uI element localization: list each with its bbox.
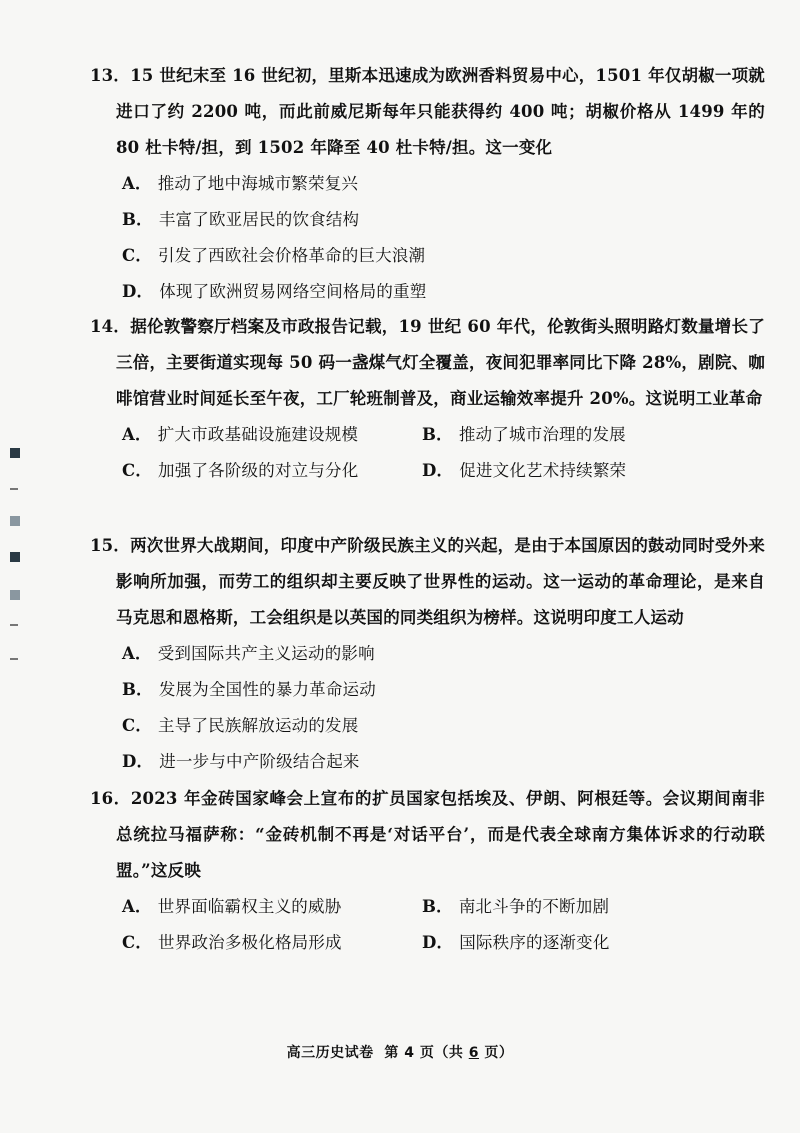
binding-square-mark: [10, 590, 20, 600]
option-text: 主导了民族解放运动的发展: [158, 716, 359, 735]
option-a[interactable]: [122, 417, 422, 453]
option-text: 扩大市政基础设施建设规模: [157, 425, 359, 444]
option-list: [90, 166, 765, 310]
option-letter: D．: [122, 752, 154, 771]
option-c[interactable]: [122, 708, 765, 744]
question-number: 15．: [90, 536, 131, 555]
question-text: 据伦敦警察厅档案及市政报告记载，19 世纪 60 年代，伦敦街头照明路灯数量增长了三倍，主要街道实现每 50 码一盏煤气灯全覆盖，夜间犯罪率同比下降 28%，剧院、咖啡馆营业时间延长至午夜，工厂轮班制普及，商业运输效率提升 20%。这说明工业革命: [116, 317, 766, 408]
binding-dash-mark: [10, 488, 18, 490]
option-text: 南北斗争的不断加剧: [458, 897, 610, 916]
question-stem: [90, 58, 765, 166]
binding-dash-mark: [10, 658, 18, 660]
option-list: [90, 636, 765, 780]
option-a[interactable]: [122, 889, 422, 925]
question-13: [90, 58, 765, 310]
binding-dash-mark: [10, 624, 18, 626]
option-c[interactable]: [122, 453, 422, 489]
option-text: 发展为全国性的暴力革命运动: [158, 680, 376, 699]
footer-page-number: 4: [404, 1045, 415, 1061]
option-d[interactable]: [422, 925, 722, 961]
option-list: [90, 889, 765, 961]
option-letter: B．: [422, 897, 453, 916]
question-number: 14．: [90, 317, 131, 336]
binding-square-mark: [10, 552, 20, 562]
option-letter: A．: [122, 425, 152, 444]
option-text: 加强了各阶级的对立与分化: [158, 461, 359, 480]
option-letter: D．: [122, 282, 154, 301]
option-text: 进一步与中产阶级结合起来: [159, 752, 360, 771]
question-14: [90, 309, 765, 489]
option-text: 受到国际共产主义运动的影响: [157, 644, 375, 663]
binding-margin-marks: [6, 440, 26, 680]
option-letter: A．: [122, 174, 152, 193]
question-text: 2023 年金砖国家峰会上宣布的扩员国家包括埃及、伊朗、阿根廷等。会议期间南非总统拉马福萨称：“金砖机制不再是‘对话平台’，而是代表全球南方集体诉求的行动联盟。”这反映: [116, 789, 766, 880]
page-footer: [0, 1042, 800, 1062]
option-letter: B．: [122, 680, 153, 699]
option-text: 推动了城市治理的发展: [458, 425, 626, 444]
question-number: 13．: [90, 66, 131, 85]
option-list: [90, 417, 765, 489]
option-b[interactable]: [422, 889, 722, 925]
question-stem: [90, 309, 765, 417]
option-letter: C．: [122, 716, 153, 735]
option-letter: B．: [122, 210, 153, 229]
option-letter: C．: [122, 933, 153, 952]
option-letter: C．: [122, 461, 153, 480]
option-c[interactable]: [122, 238, 765, 274]
question-stem: [90, 528, 765, 636]
option-letter: B．: [422, 425, 453, 444]
option-text: 促进文化艺术持续繁荣: [459, 461, 627, 480]
option-letter: D．: [422, 461, 454, 480]
binding-square-mark: [10, 448, 20, 458]
option-text: 推动了地中海城市繁荣复兴: [157, 174, 359, 193]
footer-total-pages: 6: [468, 1045, 479, 1061]
option-text: 丰富了欧亚居民的饮食结构: [158, 210, 360, 229]
option-text: 引发了西欧社会价格革命的巨大浪潮: [158, 246, 426, 265]
option-d[interactable]: [422, 453, 722, 489]
option-a[interactable]: [122, 166, 765, 202]
binding-square-mark: [10, 516, 20, 526]
option-text: 世界面临霸权主义的威胁: [157, 897, 342, 916]
question-number: 16．: [90, 789, 131, 808]
option-b[interactable]: [422, 417, 722, 453]
option-b[interactable]: [122, 672, 765, 708]
option-a[interactable]: [122, 636, 765, 672]
option-letter: D．: [422, 933, 454, 952]
footer-total-suffix: 页）: [484, 1045, 514, 1061]
question-16: [90, 781, 765, 961]
option-text: 世界政治多极化格局形成: [158, 933, 342, 952]
option-c[interactable]: [122, 925, 422, 961]
question-text: 两次世界大战期间，印度中产阶级民族主义的兴起，是由于本国原因的鼓动同时受外来影响所加强，而劳工的组织却主要反映了世界性的运动。这一运动的革命理论，是来自马克思和恩格斯，工会组织是以英国的同类组织为榜样。这说明印度工人运动: [116, 536, 766, 627]
question-stem: [90, 781, 765, 889]
option-text: 国际秩序的逐渐变化: [459, 933, 610, 952]
question-text: 15 世纪末至 16 世纪初，里斯本迅速成为欧洲香料贸易中心，1501 年仅胡椒一项就进口了约 2200 吨，而此前威尼斯每年只能获得约 400 吨；胡椒价格从 1499 年的 80 杜卡特/担，到 1502 年降至 40 杜卡特/担。这一变化: [116, 66, 765, 157]
footer-subject: 高三历史试卷: [286, 1045, 374, 1061]
question-15: [90, 528, 765, 780]
option-text: 体现了欧洲贸易网络空间格局的重塑: [159, 282, 427, 301]
option-letter: A．: [122, 644, 152, 663]
option-d[interactable]: [122, 744, 765, 780]
option-d[interactable]: [122, 274, 765, 310]
footer-page-prefix: 第: [384, 1045, 399, 1061]
option-b[interactable]: [122, 202, 765, 238]
option-letter: C．: [122, 246, 153, 265]
option-letter: A．: [122, 897, 152, 916]
footer-page-suffix: 页（共: [419, 1045, 464, 1061]
